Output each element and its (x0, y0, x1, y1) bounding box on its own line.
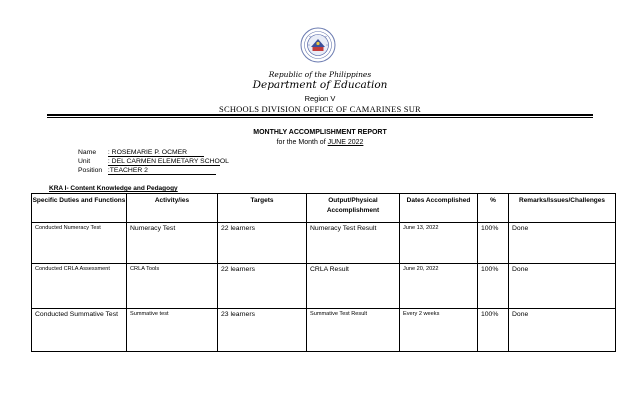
cell-percent: 100% (478, 223, 509, 264)
cell-target: 22 learners (218, 264, 307, 309)
cell-activity: Numeracy Test (127, 223, 218, 264)
cell-duty: Conducted Numeracy Test (32, 223, 127, 264)
kra-title: KRA I- Content Knowledge and Pedagogy (49, 185, 178, 192)
unit-label: Unit (78, 158, 91, 165)
month-value: JUNE 2022 (327, 139, 364, 146)
col-header-duties: Specific Duties and Functions (32, 194, 127, 223)
position-label: Position (78, 167, 103, 174)
cell-output: CRLA Result (307, 264, 400, 309)
cell-target: 23 learners (218, 309, 307, 352)
col-header-percent: % (478, 194, 509, 223)
department-heading: Department of Education (252, 79, 388, 91)
division-heading: SCHOOLS DIVISION OFFICE OF CAMARINES SUR (219, 104, 421, 114)
deped-seal-logo (300, 27, 336, 63)
col-header-dates: Dates Accomplished (400, 194, 478, 223)
cell-activity: CRLA Tools (127, 264, 218, 309)
name-label: Name (78, 149, 97, 156)
cell-date: Every 2 weeks (400, 309, 478, 352)
cell-output: Numeracy Test Result (307, 223, 400, 264)
cell-duty: Conducted CRLA Assessment (32, 264, 127, 309)
region-heading: Region V (304, 94, 336, 103)
col-header-activities: Activity/ies (127, 194, 218, 223)
republic-heading: Republic of the Philippines (268, 70, 372, 79)
cell-duty: Conducted Summative Test (32, 309, 127, 352)
cell-remarks: Done (509, 264, 616, 309)
cell-target: 22 learners (218, 223, 307, 264)
report-month (0, 139, 640, 146)
unit-line (78, 158, 229, 166)
col-header-targets: Targets (218, 194, 307, 223)
header-divider-thick (47, 114, 593, 116)
month-prefix: for the Month of (276, 139, 326, 146)
cell-date: June 20, 2022 (400, 264, 478, 309)
cell-remarks: Done (509, 223, 616, 264)
table-row (32, 223, 616, 264)
cell-percent: 100% (478, 264, 509, 309)
cell-output: Summative Test Result (307, 309, 400, 352)
accomplishment-table (31, 193, 616, 352)
cell-activity: Summative test (127, 309, 218, 352)
unit-value: : DEL CARMEN ELEMETARY SCHOOL (107, 158, 229, 165)
table-row (32, 264, 616, 309)
col-header-output: Output/Physical Accomplishment (307, 194, 400, 223)
cell-remarks: Done (509, 309, 616, 352)
cell-date: June 13, 2022 (400, 223, 478, 264)
position-value: :TEACHER 2 (108, 167, 216, 175)
report-title: MONTHLY ACCOMPLISHMENT REPORT (253, 129, 387, 136)
name-value: : ROSEMARIE P. OCMER (108, 149, 204, 157)
header-divider-thin (47, 117, 593, 118)
position-line (78, 167, 216, 175)
table-header-row (32, 194, 616, 223)
table-row (32, 309, 616, 352)
name-line (78, 149, 204, 157)
col-header-remarks: Remarks/Issues/Challenges (509, 194, 616, 223)
cell-percent: 100% (478, 309, 509, 352)
